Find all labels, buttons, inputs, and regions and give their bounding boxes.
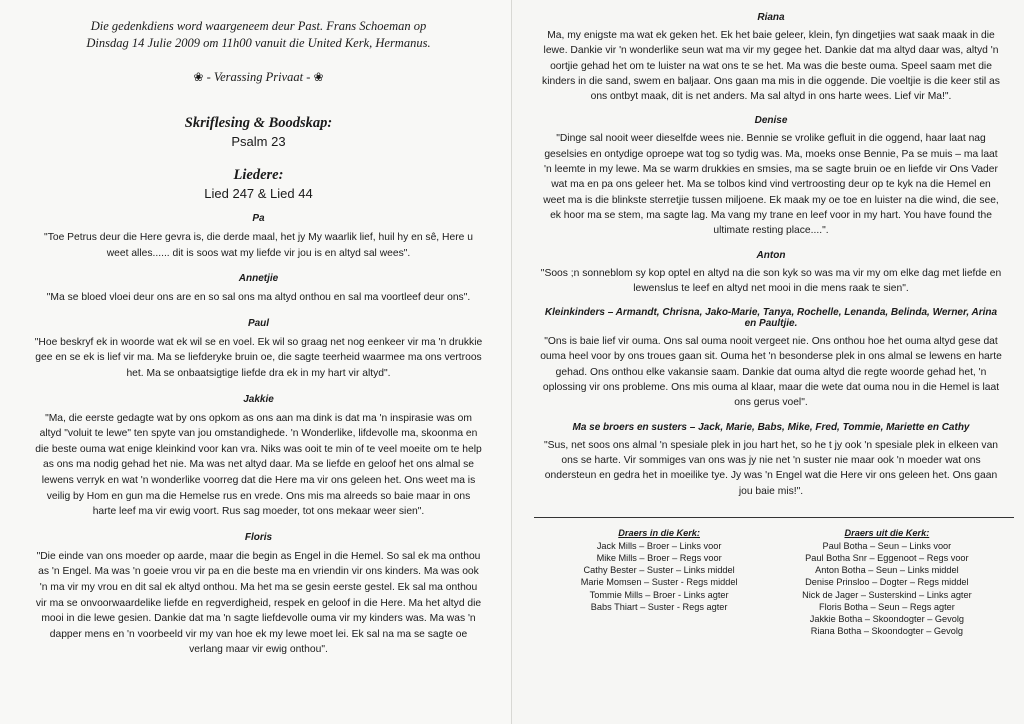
tribute-anton xyxy=(540,250,1002,297)
tribute-siblings xyxy=(540,422,1002,499)
tribute-jakkie xyxy=(34,394,483,520)
bearers-in-title: Draers in die Kerk: xyxy=(618,527,700,538)
songs-heading: Liedere: xyxy=(233,167,284,183)
list-item: Nick de Jager – Susterskind – Links agter xyxy=(802,589,972,600)
pallbearers xyxy=(540,518,1002,638)
tribute-name: Anton xyxy=(756,249,786,261)
tribute-floris xyxy=(34,532,483,658)
tribute-name: Kleinkinders – Armandt, Chrisna, Jako-Marie, Tanya, Rochelle, Lenanda, Belinda, Werner, Arina en Paultjie. xyxy=(544,307,998,330)
songs-value: Lied 247 & Lied 44 xyxy=(204,186,313,201)
tribute-name: Denise xyxy=(754,115,788,127)
reading-value: Psalm 23 xyxy=(231,134,286,149)
tribute-name: Ma se broers en susters – Jack, Marie, Babs, Mike, Fred, Tommie, Mariette en Cathy xyxy=(572,421,970,433)
intro-line-2: Dinsdag 14 Julie 2009 om 11h00 vanuit die United Kerk, Hermanus. xyxy=(86,36,431,50)
list-item: Riana Botha – Skoondogter – Gevolg xyxy=(810,626,963,637)
tribute-text: "Die einde van ons moeder op aarde, maar die begin as Engel in die Hemel. So sal ek ma onthou as 'n Engel. Ma was 'n goeie vrou vir pa en die beste ma en vriendin vir ons kinders. Ma was ook 'n ma vir my vrou en dit sal ek altyd onthou. Ma het ma se gesin eerste gestel. Ek sal ma onthou vir ma se onvoorwaardelike liefde en regverdigheid, respek en geloof in die Here. Ma het altyd die mooi in die lewe gesien. Dankie dat ma 'n sagte liefdevolle ouma vir my kinders was. Ma was 'n dapper mens en 'n voorbeeld vir my van hoe ek my lewe moet lei. Ek sal na ma se sagte oe verlang maar vir ewig onthou". xyxy=(35,550,482,656)
list-item: Tommie Mills – Broer - Links agter xyxy=(589,589,729,600)
tribute-text: Ma, my enigste ma wat ek geken het. Ek het baie geleer, klein, fyn dingetjies wat saak maak in die lewe. Dankie vir 'n wonderlike seun wat ma vir my gegee het. Dankie dat ma altyd daar was, altyd 'n oortjie gehad het om te luister na wat ons te se het. Ma was die beste ouma. Speel saam met die kinders in die sand, swem en baljaar. Ons gaan ma mis in die oggende. Die voeltjie is die keer stil as ons ontbyt maak, dit is net anders. Ma sal altyd in ons harte wees. Lief vir Ma!". xyxy=(542,30,1000,103)
private-cremation-line xyxy=(34,70,483,85)
tribute-name: Annetjie xyxy=(238,273,279,285)
list-item: Jakkie Botha – Skoondogter – Gevolg xyxy=(809,614,964,625)
bearers-out-church xyxy=(782,528,992,638)
reading-heading: Skriflesing & Boodskap: xyxy=(184,115,333,131)
tribute-annetjie xyxy=(34,273,483,306)
list-item: Jack Mills – Broer – Links voor xyxy=(596,540,722,551)
tribute-name: Paul xyxy=(247,317,270,329)
bearers-out-title: Draers uit die Kerk: xyxy=(844,527,930,538)
list-item: Denise Prinsloo – Dogter – Regs middel xyxy=(805,577,969,588)
list-item: Babs Thiart – Suster - Regs agter xyxy=(590,601,728,612)
list-item: Cathy Bester – Suster – Links middel xyxy=(583,565,735,576)
list-item: Anton Botha – Seun – Links middel xyxy=(815,565,959,576)
tribute-paul xyxy=(34,318,483,382)
list-item: Marie Momsen – Suster - Regs middel xyxy=(580,577,738,588)
tribute-text: "Ma se bloed vloei deur ons are en so sal ons ma altyd onthou en sal ma voortleef deur ons". xyxy=(46,292,471,304)
service-intro xyxy=(34,18,483,52)
list-item: Paul Botha – Seun – Links voor xyxy=(822,540,952,551)
private-cremation-text: - Verassing Privaat - xyxy=(206,70,311,84)
tribute-text: "Dinge sal nooit weer dieselfde wees nie. Bennie se vrolike gefluit in die oggend, haar laat nag geselsies en ontydige oproepe wat tog so tydig was. Ma, moeks onse Bennie, Pa se muis – ma laat 'n leemte in my lewe. Ma se warm drukkies en smsies, ma se sagte bruin oe en liefde vir Ons Vader wat ma en pa ons geleer het. Ma se tolbos kind vind vertroosting deur op te kyk na die Hemel en weet ma is die blinkste sterretjie tussen miljoene. Ek maak my oe toe en luister na die wind, die see, ek hoor ma se stem, ma sagte lag. Ma vang my trane en leef voor in my hart. You have found the ultimate resting place....". xyxy=(543,133,999,237)
tribute-text: "Sus, net soos ons almal 'n spesiale plek in jou hart het, so he t jy ook 'n spesiale plek in elkeen van ons se harte. Vir sommiges van ons was jy nie net 'n suster nie maar ook 'n moeder wat ons ondersteun en gedra het in moeilike tye. Jy was 'n Engel wat die Here vir ons geleen het. Ons gaan jou baie mis!". xyxy=(543,439,999,497)
ornament-right-icon: ❀ xyxy=(313,70,324,84)
tribute-denise xyxy=(540,115,1002,238)
list-item: Mike Mills – Broer – Regs voor xyxy=(596,553,722,564)
tribute-text: "Toe Petrus deur die Here gevra is, die derde maal, het jy My waarlik lief, huil hy en sê, Here u weet alles...... dit is soos wat my liefde vir jou is en altyd sal wees". xyxy=(44,232,473,259)
intro-line-1: Die gedenkdiens word waargeneem deur Past. Frans Schoeman op xyxy=(90,19,427,33)
tribute-name: Floris xyxy=(244,531,273,543)
tribute-grandchildren xyxy=(540,307,1002,410)
list-item: Paul Botha Snr – Eggenoot – Regs voor xyxy=(805,553,969,564)
bearers-in-church xyxy=(554,528,764,638)
tribute-riana xyxy=(540,12,1002,104)
right-page xyxy=(512,0,1024,724)
tribute-name: Riana xyxy=(757,12,785,23)
tribute-text: "Ons is baie lief vir ouma. Ons sal ouma nooit vergeet nie. Ons onthou hoe het ouma altyd gese dat ouma heel voor by ons troues gaan sit. Ouma het 'n besonderse plek in ons almal se lewens en harte gehad. Ons onthou elke vakansie saam. Dankie dat ouma altyd die regte woorde gehad het, 'n oplossing vir ons probleme. Ons mis ouma al klaar, maar die wete dat ouma nou in die Hemel is laat ons gerus voel". xyxy=(540,336,1002,409)
tribute-name: Jakkie xyxy=(243,393,274,405)
tribute-pa xyxy=(34,213,483,261)
tribute-name: Pa xyxy=(252,213,265,224)
ornament-left-icon: ❀ xyxy=(193,70,204,84)
tribute-text: "Hoe beskryf ek in woorde wat ek wil se en voel. Ek wil so graag net nog eenkeer vir ma 'n drukkie gee en se ek is lief vir ma. Ma se liefderyke bruin oe, die sagte teerheid waarmee ma ons vertroos het. Ma se onbaatsigtige liefde dra ek in my hart vir altyd". xyxy=(34,336,483,379)
tribute-text: "Ma, die eerste gedagte wat by ons opkom as ons aan ma dink is dat ma 'n inspirasie was om altyd "voluit te lewe" ten spyte van jou omstandighede. 'n Wonderlike, lifdevolle ma, skoonma en die beste ouma wat enige kleinkind voor kan vra. Niks was ooit te min of te veel moeite om te help as ons ma nodig gehad het nie. Ma was net altyd daar. Ma se liefde en geloof het ons almal se lewens verryk en wat 'n wonderlike voorreg dat die Here ma vir ons geleen het. Ons weet ma is veilig by Hom en gun ma die Hemelse rus en vrede. Ons mis ma alreeds so baie maar in ons harte leef ma vir ewig voort. Rus sag moeder, tot ons mekaar weer sien". xyxy=(35,412,482,518)
tribute-text: "Soos ;n sonneblom sy kop optel en altyd na die son kyk so was ma vir my om elke dag met liefde en lewenslus te leef en altyd net mooi in die mens raak te sien". xyxy=(540,267,1002,294)
list-item: Floris Botha – Seun – Regs agter xyxy=(818,601,955,612)
